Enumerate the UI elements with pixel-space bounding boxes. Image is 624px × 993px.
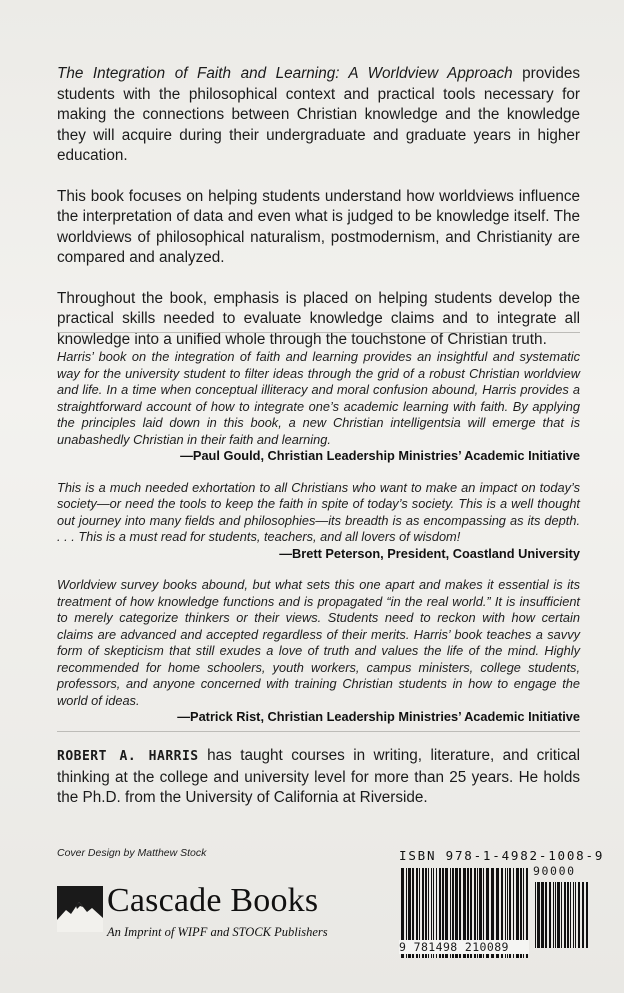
endorsement-text: Worldview survey books abound, but what sets this one apart and makes it essential is its treatment of how knowledge functions and is propagated “in the real world.” It is insufficient to merely categorize thinkers or their views. Students need to reckon with how certain claims are advanced and accepted regardless of their merits. Harris’ book teaches a savvy form of skepticism that still exudes a love of truth and values the life of the mind. Highly recommended for home schoolers, youth workers, campus ministers, college students, professors, and anyone concerned with training Christian students in how to engage the world of ideas. xyxy=(57,577,580,708)
description-paragraph-3: Throughout the book, emphasis is placed on helping students develop the practical skills needed to evaluate knowledge claims and to integrate all knowledge into a unified whole through the touchstone of Christian truth. xyxy=(57,289,580,348)
endorsement-attribution: —Brett Peterson, President, Coastland University xyxy=(279,545,580,561)
publisher-tagline: An Imprint of WIPF and STOCK Publishers xyxy=(107,925,328,939)
description-paragraph-1 xyxy=(57,64,580,167)
isbn-label: ISBN 978-1-4982-1008-9 xyxy=(399,848,605,863)
publisher-name: Cascade Books xyxy=(107,882,319,919)
endorsements xyxy=(57,349,580,726)
author-bio xyxy=(57,746,580,809)
addon-barcode xyxy=(533,882,589,948)
publisher-logo xyxy=(57,880,347,940)
description-text: provides students with the philosophical context and practical tools necessary for making the connections between Christian knowledge and the knowledge they will acquire during their undergraduate and graduate years in higher education. xyxy=(57,65,580,164)
divider-top xyxy=(57,332,580,333)
author-bio-body: has taught courses in writing, literature, and critical thinking at the college and university level for more than 25 years. He holds the Ph.D. from the University of California at Riverside. xyxy=(57,747,580,806)
endorsement xyxy=(57,480,580,563)
endorsement xyxy=(57,349,580,465)
ean-digits: 9 781498 210089 xyxy=(399,940,529,954)
description-paragraph-2: This book focuses on helping students understand how worldviews influence the interpretation of data and even what is judged to be knowledge itself. The worldviews of philosophical naturalism, postmodernism, and Christianity are compared and analyzed. xyxy=(57,187,580,266)
cover-design-credit: Cover Design by Matthew Stock xyxy=(57,847,207,859)
author-name: ROBERT A. HARRIS xyxy=(57,749,199,764)
endorsement-text: Harris’ book on the integration of faith and learning provides an insightful and systematic way for the university student to filter ideas through the grid of a robust Christian worldview and life. In a time when conceptual illiteracy and moral confusion abound, Harris provides a straightforward account of how to integrate one’s academic learning with faith. By applying the principles laid down in this book, a new Christian intelligentsia will emerge that is unabashedly Christian in their faith and learning. xyxy=(57,349,580,447)
book-description xyxy=(57,64,580,350)
book-title: The Integration of Faith and Learning: A Worldview Approach xyxy=(57,65,513,82)
addon-digits: 90000 xyxy=(533,864,576,878)
isbn-barcode xyxy=(399,848,605,956)
mountain-logo-icon xyxy=(57,886,103,932)
divider-bottom xyxy=(57,731,580,732)
endorsement-attribution: —Paul Gould, Christian Leadership Ministries’ Academic Initiative xyxy=(180,448,580,463)
author-bio-text xyxy=(57,746,580,809)
endorsement-attribution: —Patrick Rist, Christian Leadership Ministries’ Academic Initiative xyxy=(177,709,580,724)
endorsement-text: This is a much needed exhortation to all Christians who want to make an impact on today’s society—or need the tools to keep the faith in spite of today’s society. This is a well thought out journey into many fields and philosophies—its breadth is as encompassing as its depth. . . . This is a must read for students, teachers, and all lovers of wisdom! xyxy=(57,479,580,544)
endorsement xyxy=(57,577,580,726)
